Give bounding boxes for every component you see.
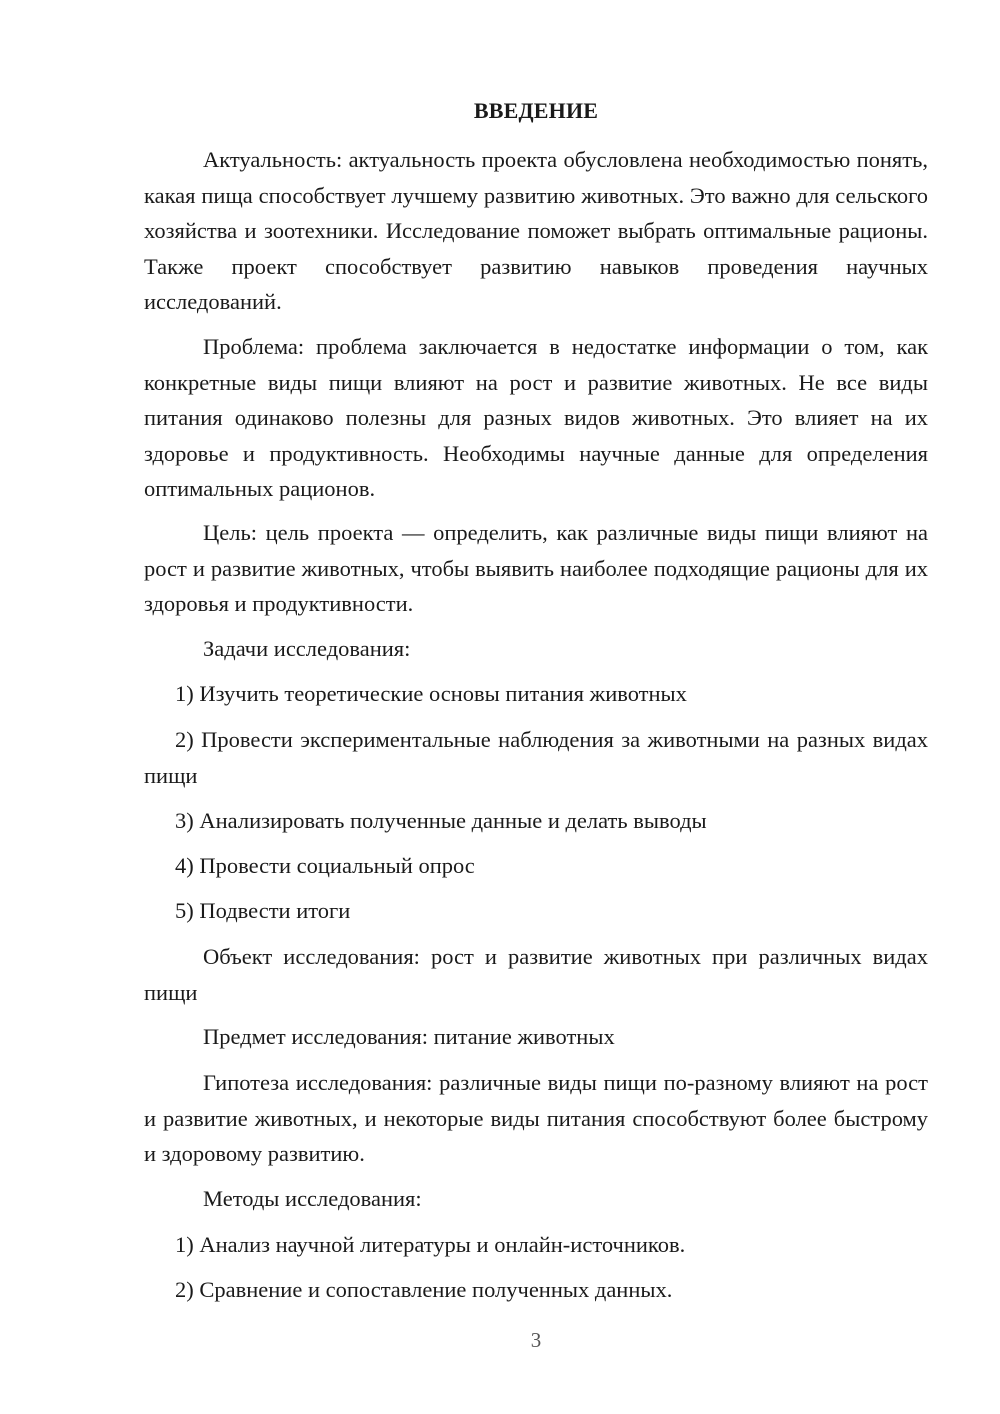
paragraph-goal: Цель: цель проекта — определить, как различные виды пищи влияют на рост и развитие животных, чтобы выявить наиболее подходящие рационы для их здоровья и продуктивности. [144,520,928,616]
section-title: ВВЕДЕНИЕ [473,98,599,123]
method-item-1: 1) Анализ научной литературы и онлайн-источников. [175,1232,686,1257]
methods-heading: Методы исследования: [203,1186,422,1211]
task-item-3: 3) Анализировать полученные данные и делать выводы [175,808,707,833]
paragraph-object: Объект исследования: рост и развитие животных при различных видах пищи [144,944,928,1005]
paragraph-problem: Проблема: проблема заключается в недостатке информации о том, как конкретные виды пищи влияют на рост и развитие животных. Не все виды питания одинаково полезны для разных видов животных. Это влияет на их здоровье и продуктивность. Необходимы научные данные для определения оптимальных рационов. [144,334,928,501]
paragraph-relevance: Актуальность: актуальность проекта обусловлена необходимостью понять, какая пища способствует лучшему развитию животных. Это важно для сельского хозяйства и зоотехники. Исследование поможет выбрать оптимальные рационы. Также проект способствует развитию навыков проведения научных исследований. [144,147,928,314]
method-item-2: 2) Сравнение и сопоставление полученных данных. [175,1277,673,1302]
task-item-2: 2) Провести экспериментальные наблюдения за животными на разных видах пищи [144,727,928,788]
task-item-4: 4) Провести социальный опрос [175,853,475,878]
task-item-1: 1) Изучить теоретические основы питания животных [175,681,687,706]
paragraph-subject: Предмет исследования: питание животных [203,1024,615,1049]
tasks-heading: Задачи исследования: [203,636,411,661]
page-number: 3 [530,1328,542,1352]
task-item-5: 5) Подвести итоги [175,898,351,923]
paragraph-hypothesis: Гипотеза исследования: различные виды пищи по-разному влияют на рост и развитие животных, и некоторые виды питания способствуют более быстрому и здоровому развитию. [144,1070,928,1166]
